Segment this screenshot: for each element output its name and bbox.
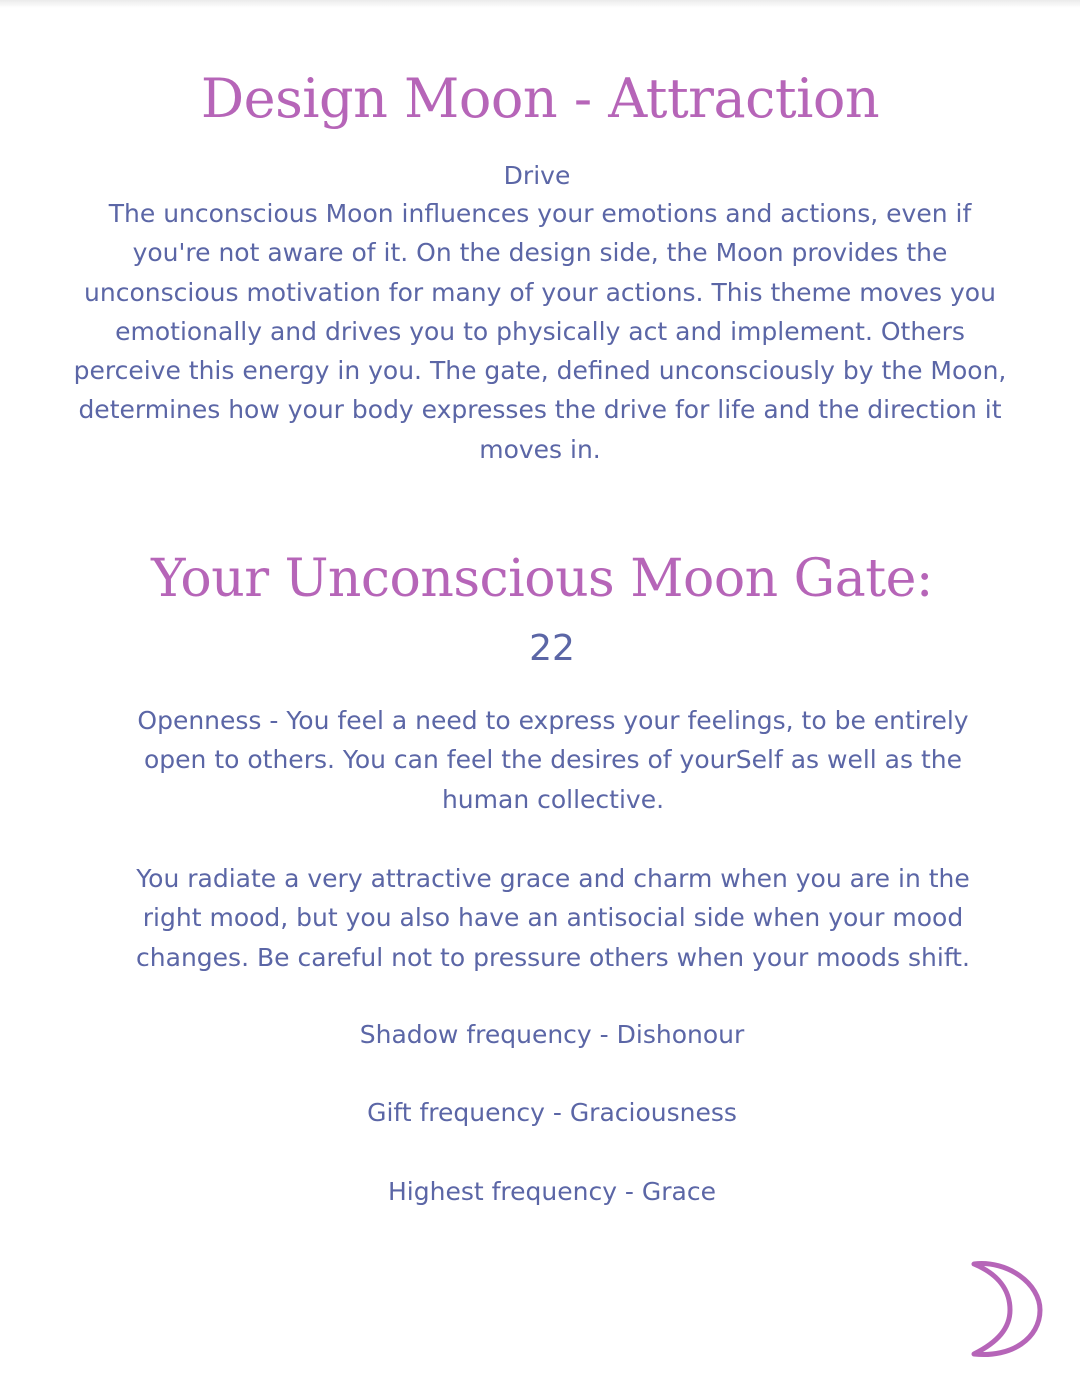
highest-frequency: Highest frequency - Grace	[387, 1177, 716, 1206]
gate-number: 22	[529, 628, 575, 669]
subtitle: Drive	[503, 161, 571, 190]
top-edge-shadow	[0, 0, 1080, 8]
shadow-frequency: Shadow frequency - Dishonour	[359, 1020, 745, 1049]
gate-description-1: Openness - You feel a need to express your feelings, to be entirely open to others. You can feel the desires of yourSelf as well as the human collective.	[137, 706, 969, 814]
crescent-moon-icon	[968, 1258, 1044, 1360]
page-title: Design Moon - Attraction	[200, 67, 880, 130]
gate-description-2: You radiate a very attractive grace and charm when you are in the right mood, but you also have an antisocial side when your mood changes. Be careful not to pressure others when your moods shift.	[136, 864, 970, 972]
gift-frequency: Gift frequency - Graciousness	[367, 1098, 737, 1127]
section-title: Your Unconscious Moon Gate:	[151, 549, 933, 609]
intro-paragraph: The unconscious Moon influences your emotions and actions, even if you're not aware of it. On the design side, the Moon provides the unconscious motivation for many of your actions. This theme moves you emotionally and drives you to physically act and implement. Others perceive this energy in you. The gate, defined unconsciously by the Moon, determines how your body expresses the drive for life and the direction it moves in.	[73, 199, 1007, 464]
